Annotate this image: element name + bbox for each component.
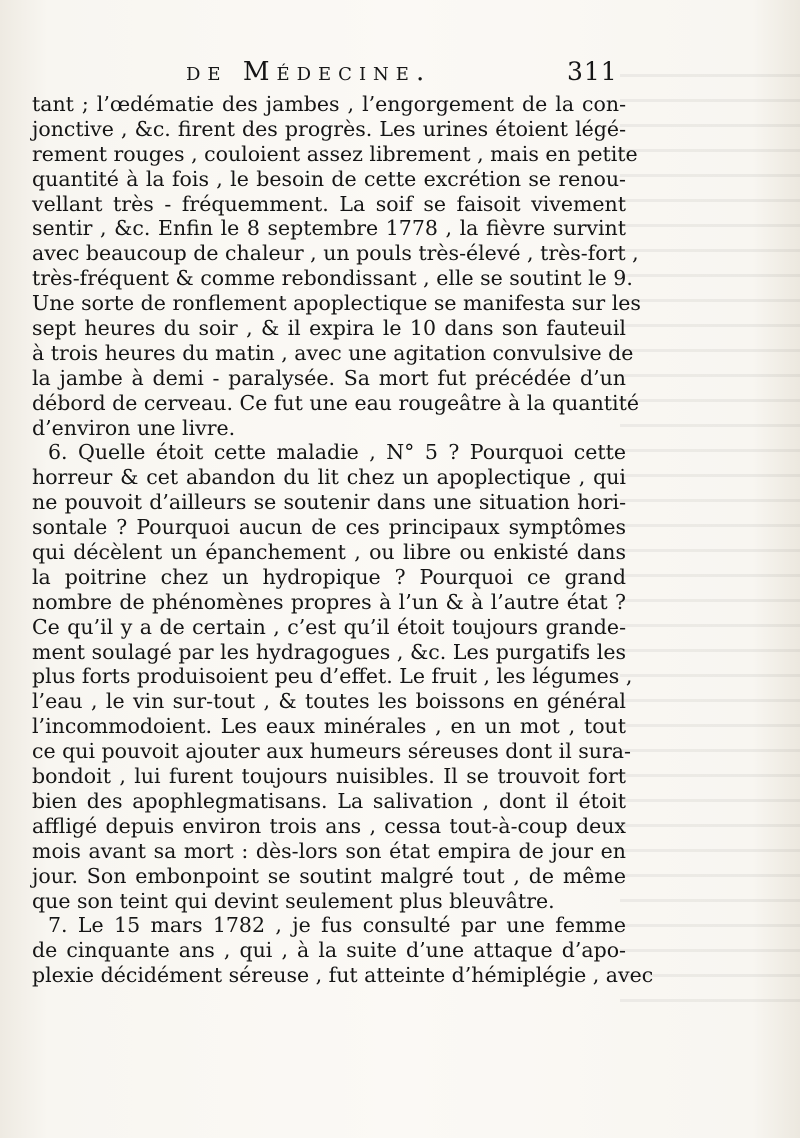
text-line: qui décèlent un épanchement , ou libre ou enkisté dans — [32, 540, 626, 565]
text-line: que son teint qui devint seulement plus bleuvâtre. — [32, 888, 555, 913]
text-line: jonctive , &c. firent des progrès. Les urines étoient légé- — [32, 116, 626, 141]
paragraph-1 — [32, 92, 641, 440]
text-line: ne pouvoit d’ailleurs se soutenir dans une situation hori- — [32, 490, 626, 515]
text-line: plexie décidément séreuse , fut atteinte d’hémiplégie , avec — [32, 963, 654, 988]
text-line: à trois heures du matin , avec une agitation convulsive de — [32, 340, 634, 365]
text-line: rement rouges , couloient assez librement , mais en petite — [32, 141, 638, 166]
bleed-through-text — [620, 60, 800, 1010]
text-line: jour. Son embonpoint se soutint malgré tout , de même — [32, 863, 626, 888]
page-header — [0, 52, 800, 92]
text-line: tant ; l’œdématie des jambes , l’engorgement de la con- — [32, 92, 626, 116]
body-text — [32, 92, 654, 988]
text-line: mois avant sa mort : dès-lors son état empira de jour en — [32, 838, 626, 863]
text-line: 7. Le 15 mars 1782 , je fus consulté par une femme — [48, 913, 626, 938]
text-line: Ce qu’il y a de certain , c’est qu’il étoit toujours grande- — [32, 614, 626, 639]
paragraph-2 — [32, 440, 633, 913]
text-line: ce qui pouvoit ajouter aux humeurs séreuses dont il sura- — [32, 739, 631, 764]
text-line: d’environ une livre. — [32, 415, 236, 440]
text-line: horreur & cet abandon du lit chez un apoplectique , qui — [32, 465, 626, 490]
page-number: 311 — [567, 57, 618, 86]
text-line: quantité à la fois , le besoin de cette excrétion se renou- — [32, 166, 626, 191]
text-line: vellant très - fréquemment. La soif se faisoit vivement — [32, 191, 626, 216]
text-line: l’eau , le vin sur-tout , & toutes les boissons en général — [32, 689, 626, 714]
text-line: l’incommodoient. Les eaux minérales , en un mot , tout — [32, 714, 626, 739]
text-line: ment soulagé par les hydragogues , &c. Les purgatifs les — [32, 639, 626, 664]
text-line: Une sorte de ronflement apoplectique se manifesta sur les — [32, 291, 641, 316]
text-line: affligé depuis environ trois ans , cessa tout-à-coup deux — [32, 813, 626, 838]
running-head: de Médecine. — [186, 57, 432, 87]
text-line: bien des apophlegmatisans. La salivation , dont il étoit — [32, 788, 626, 813]
text-line: la jambe à demi - paralysée. Sa mort fut précédée d’un — [32, 365, 626, 390]
text-line: de cinquante ans , qui , à la suite d’une attaque d’apo- — [32, 938, 626, 963]
text-line: avec beaucoup de chaleur , un pouls très-élevé , très-fort , — [32, 241, 639, 266]
text-line: plus forts produisoient peu d’effet. Le fruit , les légumes , — [32, 664, 633, 689]
text-line: très-fréquent & comme rebondissant , elle se soutint le 9. — [32, 266, 633, 291]
text-line: sept heures du soir , & il expira le 10 dans son fauteuil — [32, 316, 626, 341]
text-line: 6. Quelle étoit cette maladie , N° 5 ? Pourquoi cette — [48, 440, 626, 465]
text-line: bondoit , lui furent toujours nuisibles. Il se trouvoit fort — [32, 764, 626, 789]
text-line: nombre de phénomènes propres à l’un & à l’autre état ? — [32, 589, 626, 614]
text-line: sontale ? Pourquoi aucun de ces principaux symptômes — [32, 515, 626, 540]
text-line: sentir , &c. Enfin le 8 septembre 1778 , la fièvre survint — [32, 216, 626, 241]
text-line: débord de cerveau. Ce fut une eau rougeâtre à la quantité — [32, 390, 639, 415]
paragraph-3 — [32, 913, 654, 988]
text-line: la poitrine chez un hydropique ? Pourquoi ce grand — [32, 564, 626, 589]
